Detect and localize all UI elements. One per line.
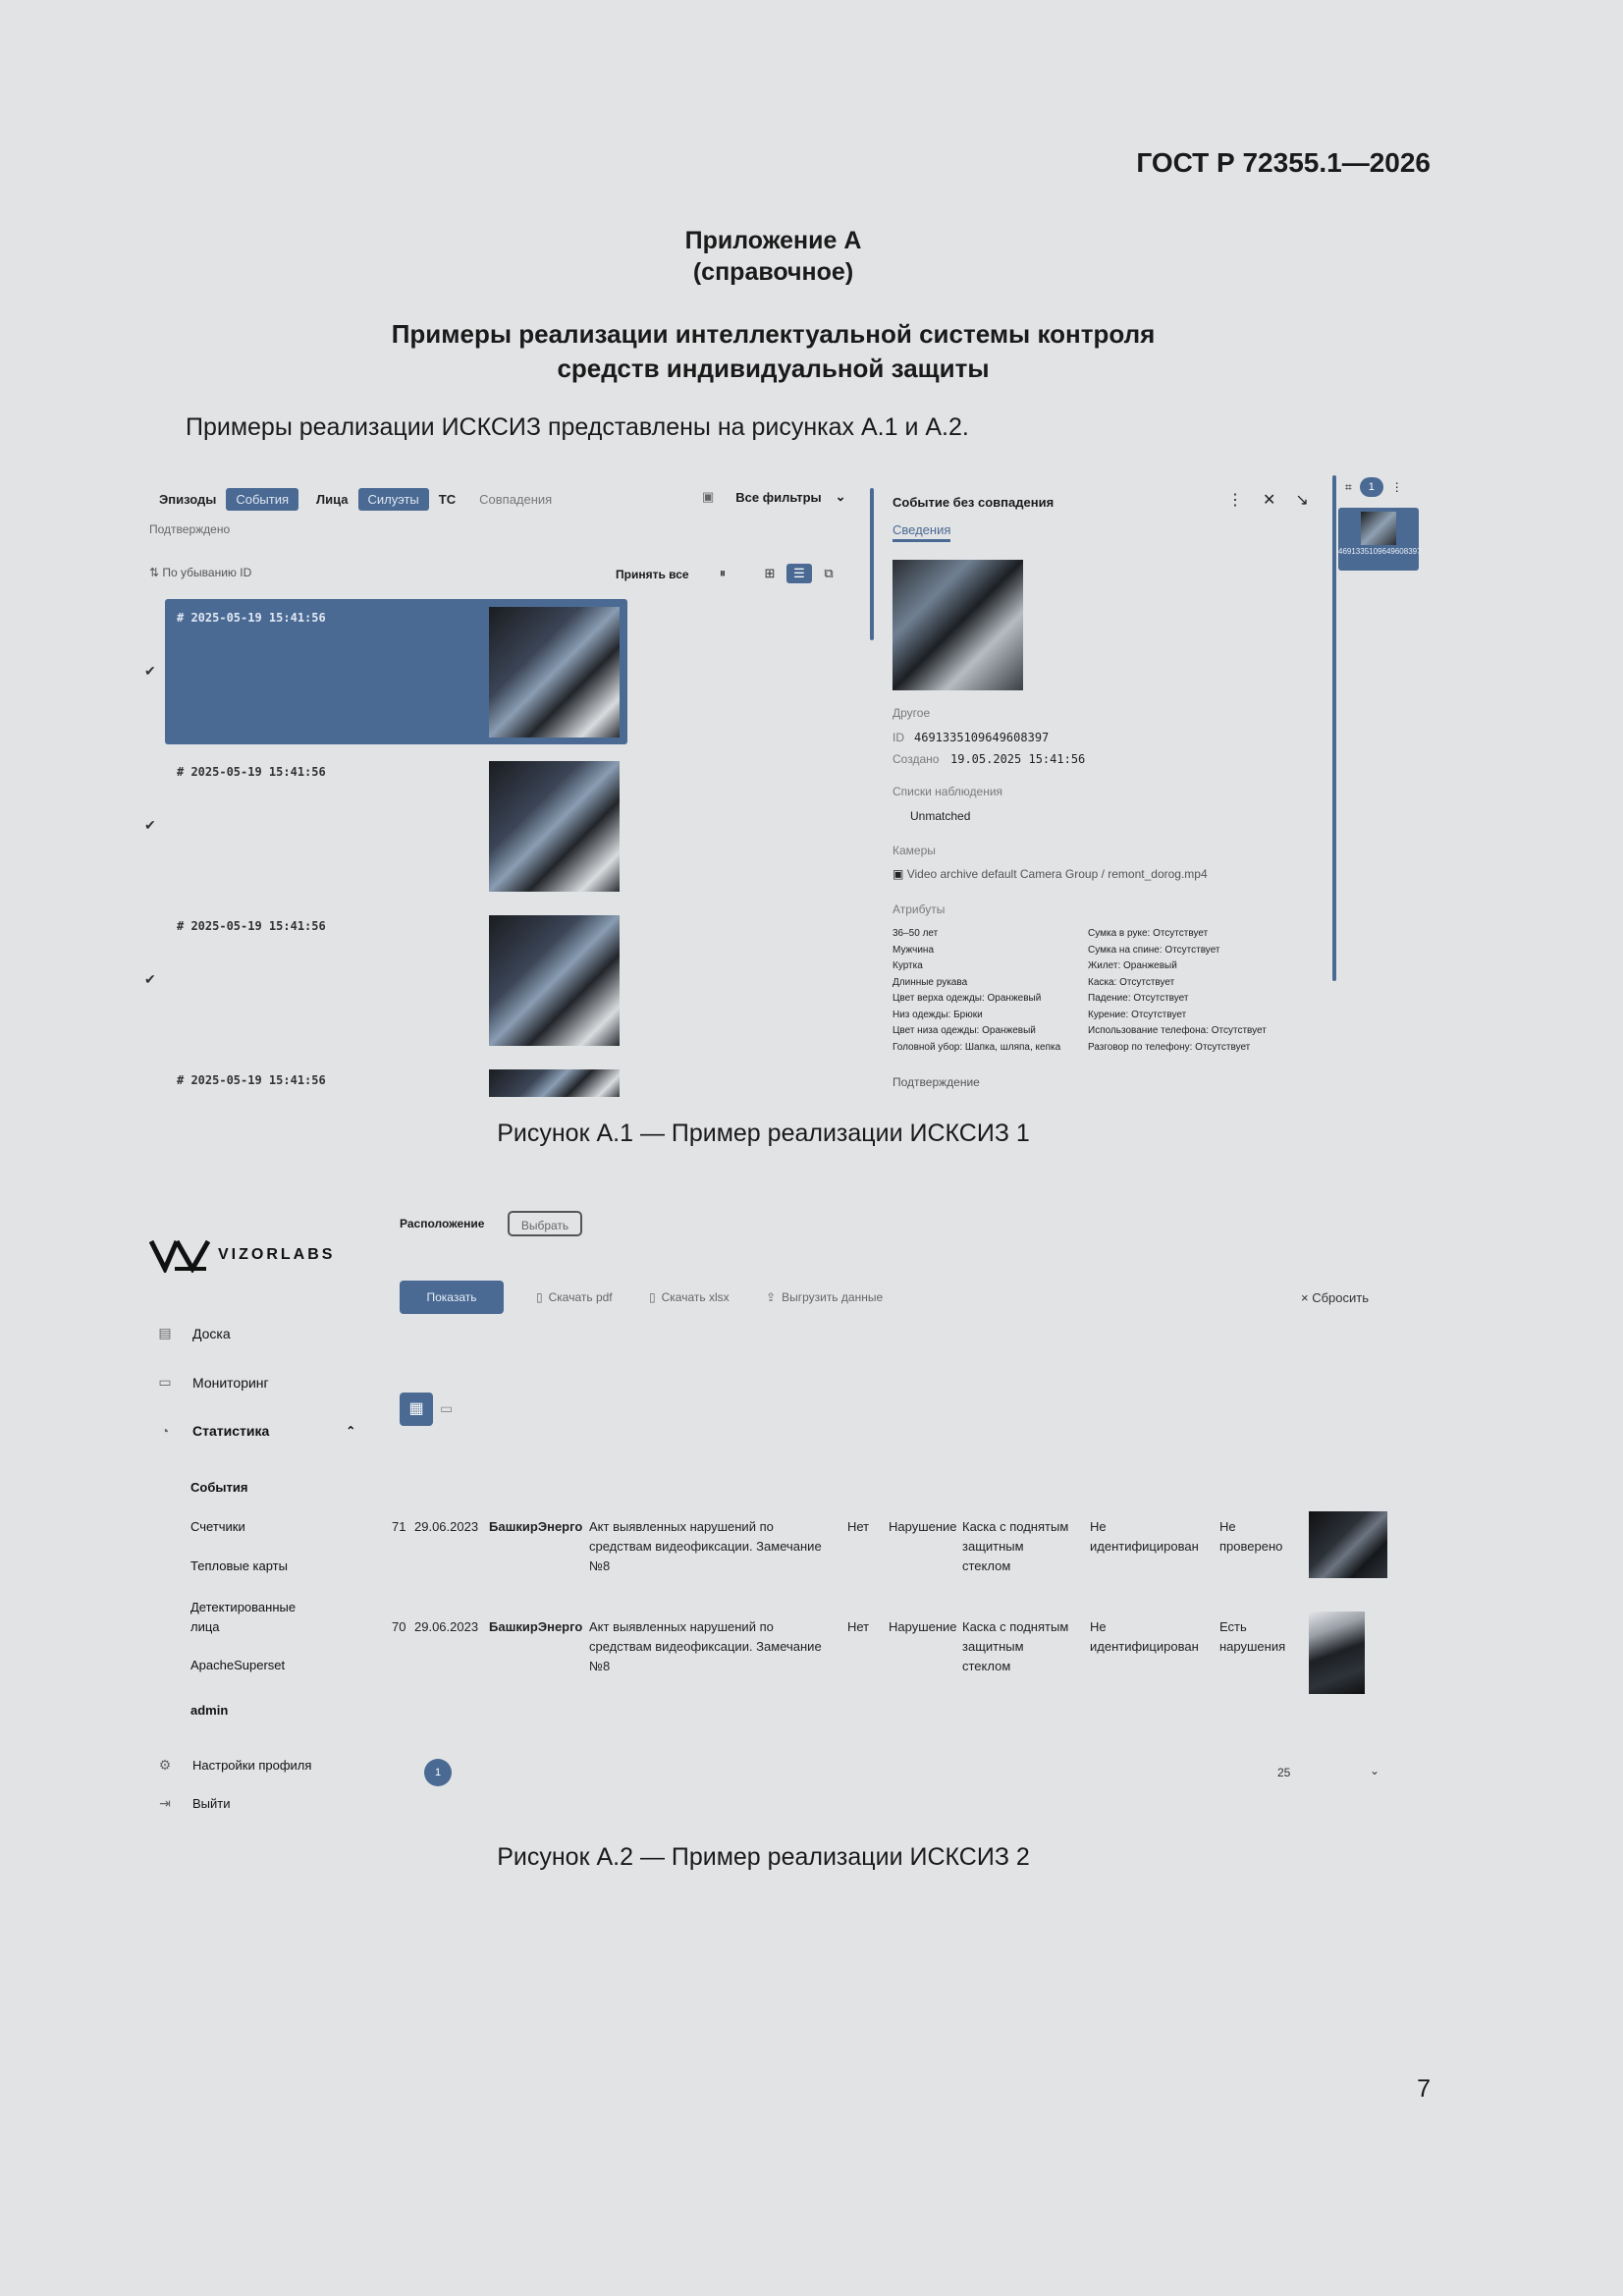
table-view-icon[interactable]: ▦ xyxy=(400,1393,433,1426)
subnav-detected-faces[interactable]: Детектированные лица xyxy=(190,1600,297,1634)
event-card[interactable] xyxy=(165,599,627,744)
camera-icon: ▣ xyxy=(893,867,904,881)
pagination-page[interactable]: 1 xyxy=(424,1759,452,1786)
card-timestamp: # 2025-05-19 15:41:56 xyxy=(177,611,326,625)
annex-heading-line1: Примеры реализации интеллектуальной системы контроля xyxy=(391,319,1156,349)
pdf-file-icon: ▯ xyxy=(536,1290,543,1304)
tab-bar xyxy=(149,487,562,511)
check-icon[interactable]: ✔ xyxy=(144,663,156,679)
scrollbar[interactable] xyxy=(870,488,874,640)
chevron-down-icon: ⌄ xyxy=(835,489,846,504)
scrollbar[interactable] xyxy=(1332,475,1336,981)
list-view-icon[interactable]: ☰ xyxy=(786,564,812,583)
row-company: БашкирЭнерго xyxy=(489,1619,583,1634)
detail-title: Событие без совпадения xyxy=(893,495,1055,510)
gallery-view-icon[interactable]: ▭ xyxy=(440,1400,454,1416)
created-label: Создано xyxy=(893,752,940,766)
logo-text: VIZORLABS xyxy=(218,1246,336,1263)
figure-2-screenshot xyxy=(142,1203,1438,1811)
row-number: 70 xyxy=(392,1619,406,1634)
export-data-button[interactable]: ⇪ Выгрузить данные xyxy=(766,1290,884,1304)
row-number: 71 xyxy=(392,1519,406,1534)
row-thumbnail[interactable] xyxy=(1309,1612,1365,1694)
row-type: Нарушение xyxy=(889,1519,957,1534)
tab-matches[interactable]: Совпадения xyxy=(479,491,553,507)
nav-item-statistics[interactable]: ◔ Статистика ⌃ xyxy=(155,1423,355,1439)
logout-icon: ⇥ xyxy=(159,1795,171,1811)
attributes-right: Сумка в руке: Отсутствует Сумка на спине: Отсутствует Жилет: Оранжевый Каска: Отсутствует Падение: Отсутствует Курение: Отсутствует Использование телефона: Отсутствует Разговор по телефону: Отсутствует xyxy=(1088,928,1267,1053)
created-value: 19.05.2025 15:41:56 xyxy=(950,752,1086,766)
location-label: Расположение xyxy=(400,1217,485,1230)
row-flag: Нет xyxy=(847,1519,870,1534)
tab-episodes[interactable]: Эпизоды xyxy=(159,491,217,507)
download-pdf-button[interactable]: ▯ Скачать pdf xyxy=(536,1290,613,1304)
tab-silhouettes[interactable]: Силуэты xyxy=(358,488,429,511)
confirmed-filter[interactable]: Подтверждено xyxy=(149,522,231,536)
figure-1-caption: Рисунок А.1 — Пример реализации ИСКСИЗ 1 xyxy=(497,1120,1030,1147)
more-icon[interactable]: ⋮ xyxy=(1390,480,1403,494)
vizorlabs-logo-icon xyxy=(149,1237,212,1273)
monitor-icon: ▭ xyxy=(158,1374,172,1390)
row-identification: Не идентифицирован xyxy=(1090,1519,1199,1554)
filter-icon: ▣ xyxy=(702,489,715,504)
row-status: Есть нарушения xyxy=(1219,1619,1286,1654)
camera-value[interactable]: ▣ Video archive default Camera Group / remont_dorog.mp4 xyxy=(893,867,1208,881)
event-card[interactable] xyxy=(165,907,627,1053)
annex-type: (справочное) xyxy=(692,258,854,286)
figure-1-screenshot xyxy=(142,473,1438,1097)
nav-item-monitoring[interactable]: ▭ Мониторинг xyxy=(155,1374,269,1391)
xlsx-file-icon: ▯ xyxy=(649,1290,656,1304)
download-xlsx-button[interactable]: ▯ Скачать xlsx xyxy=(649,1290,730,1304)
id-value: 4691335109649608397 xyxy=(914,731,1050,744)
card-thumbnail xyxy=(489,761,620,892)
event-card[interactable] xyxy=(165,753,627,899)
subnav-apache-superset[interactable]: ApacheSuperset xyxy=(190,1658,286,1672)
card-thumbnail xyxy=(489,915,620,1046)
grid-view-icon[interactable]: ⊞ xyxy=(764,566,776,580)
subnav-events[interactable]: События xyxy=(190,1480,248,1495)
reset-button[interactable]: × Сбросить xyxy=(1301,1290,1369,1305)
attributes-label: Атрибуты xyxy=(893,902,946,916)
row-document[interactable]: Акт выявленных нарушений по средствам видеофиксации. Замечание №8 xyxy=(589,1519,822,1573)
intro-paragraph: Примеры реализации ИСКСИЗ представлены на рисунках А.1 и А.2. xyxy=(186,413,969,441)
all-filters-label: Все фильтры xyxy=(735,489,822,505)
subnav-heatmaps[interactable]: Тепловые карты xyxy=(190,1558,288,1573)
logo xyxy=(149,1237,335,1273)
row-date: 29.06.2023 xyxy=(414,1519,479,1534)
card-timestamp: # 2025-05-19 15:41:56 xyxy=(177,765,326,779)
chevron-down-icon[interactable]: ⌄ xyxy=(1370,1764,1380,1777)
row-status: Не проверено xyxy=(1219,1519,1283,1554)
page-number: 7 xyxy=(1417,2075,1431,2103)
other-label: Другое xyxy=(893,706,931,720)
watchlist-value: Unmatched xyxy=(910,809,971,823)
table-row[interactable] xyxy=(142,1617,1438,1706)
all-filters-button[interactable] xyxy=(702,489,846,505)
row-document[interactable]: Акт выявленных нарушений по средствам видеофиксации. Замечание №8 xyxy=(589,1619,822,1673)
more-icon[interactable]: ⋮ xyxy=(1227,492,1243,509)
card-timestamp: # 2025-05-19 15:41:56 xyxy=(177,1073,326,1087)
row-type: Нарушение xyxy=(889,1619,957,1634)
nav-item-board[interactable]: ▤ Доска xyxy=(155,1325,231,1341)
pause-icon[interactable]: ⏸ xyxy=(719,566,727,580)
attributes-left: 36–50 лет Мужчина Куртка Длинные рукава Цвет верха одежды: Оранжевый Низ одежды: Брюки Цвет низа одежды: Оранжевый Головной убор: Шапка, шляпа, кепка xyxy=(893,928,1061,1053)
scan-icon[interactable]: ⌗ xyxy=(1345,479,1352,494)
right-panel-thumb-text: 4691335109649608397 xyxy=(1338,547,1422,556)
close-icon[interactable]: ✕ xyxy=(1263,492,1276,509)
count-badge: 1 xyxy=(1360,477,1383,497)
sort-control[interactable]: ⇅ По убыванию ID xyxy=(149,566,252,579)
annex-title: Приложение А xyxy=(684,227,862,254)
detail-image xyxy=(893,560,1023,690)
export-icon: ⇪ xyxy=(766,1290,777,1304)
confirmation-label: Подтверждение xyxy=(893,1075,980,1089)
row-description: Каска с поднятым защитным стеклом xyxy=(962,1619,1069,1673)
right-panel-card[interactable] xyxy=(1338,508,1422,571)
table-row[interactable] xyxy=(142,1517,1438,1591)
card-thumbnail xyxy=(489,1069,620,1097)
row-description: Каска с поднятым защитным стеклом xyxy=(962,1519,1069,1573)
watchlists-label: Списки наблюдения xyxy=(893,785,1003,798)
cluster-view-icon[interactable]: ⧉ xyxy=(824,566,834,580)
nav-item-logout[interactable]: ⇥ Выйти xyxy=(155,1795,231,1812)
detail-actions xyxy=(1227,490,1309,510)
card-thumbnail xyxy=(489,607,620,738)
row-date: 29.06.2023 xyxy=(414,1619,479,1634)
cameras-label: Камеры xyxy=(893,844,936,857)
user-settings-icon: ⚙ xyxy=(158,1757,172,1773)
choose-button[interactable]: Выбрать xyxy=(508,1211,582,1236)
standard-number: ГОСТ Р 72355.1—2026 xyxy=(1136,147,1431,178)
nav-item-profile[interactable]: ⚙ Настройки профиля xyxy=(155,1757,311,1774)
accept-all-button[interactable]: Принять все xyxy=(616,568,689,581)
subnav-counters[interactable]: Счетчики xyxy=(190,1519,245,1534)
row-thumbnail[interactable] xyxy=(1309,1511,1387,1578)
right-panel-header xyxy=(1345,477,1403,497)
event-card[interactable] xyxy=(165,1062,627,1097)
row-flag: Нет xyxy=(847,1619,870,1634)
per-page-select[interactable]: 25 xyxy=(1277,1766,1291,1779)
show-button[interactable]: Показать xyxy=(400,1281,504,1314)
tab-vehicles[interactable]: ТС xyxy=(438,491,457,507)
row-company: БашкирЭнерго xyxy=(489,1519,583,1534)
expand-icon[interactable]: ↘ xyxy=(1295,492,1309,509)
check-icon[interactable]: ✔ xyxy=(144,971,156,987)
dashboard-icon: ▤ xyxy=(158,1325,172,1340)
tab-events[interactable]: События xyxy=(226,488,298,511)
tab-details[interactable]: Сведения xyxy=(893,522,950,542)
figure-2-caption: Рисунок А.2 — Пример реализации ИСКСИЗ 2 xyxy=(497,1843,1030,1871)
card-timestamp: # 2025-05-19 15:41:56 xyxy=(177,919,326,933)
tab-faces[interactable]: Лица xyxy=(316,491,349,507)
right-panel-thumbnail xyxy=(1361,512,1396,545)
user-name: admin xyxy=(190,1703,229,1718)
pie-chart-icon: ◔ xyxy=(160,1423,170,1439)
chevron-up-icon: ⌃ xyxy=(346,1424,356,1438)
row-identification: Не идентифицирован xyxy=(1090,1619,1199,1654)
annex-heading-line2: средств индивидуальной защиты xyxy=(557,354,990,383)
id-label: ID xyxy=(893,731,904,744)
check-icon[interactable]: ✔ xyxy=(144,817,156,833)
